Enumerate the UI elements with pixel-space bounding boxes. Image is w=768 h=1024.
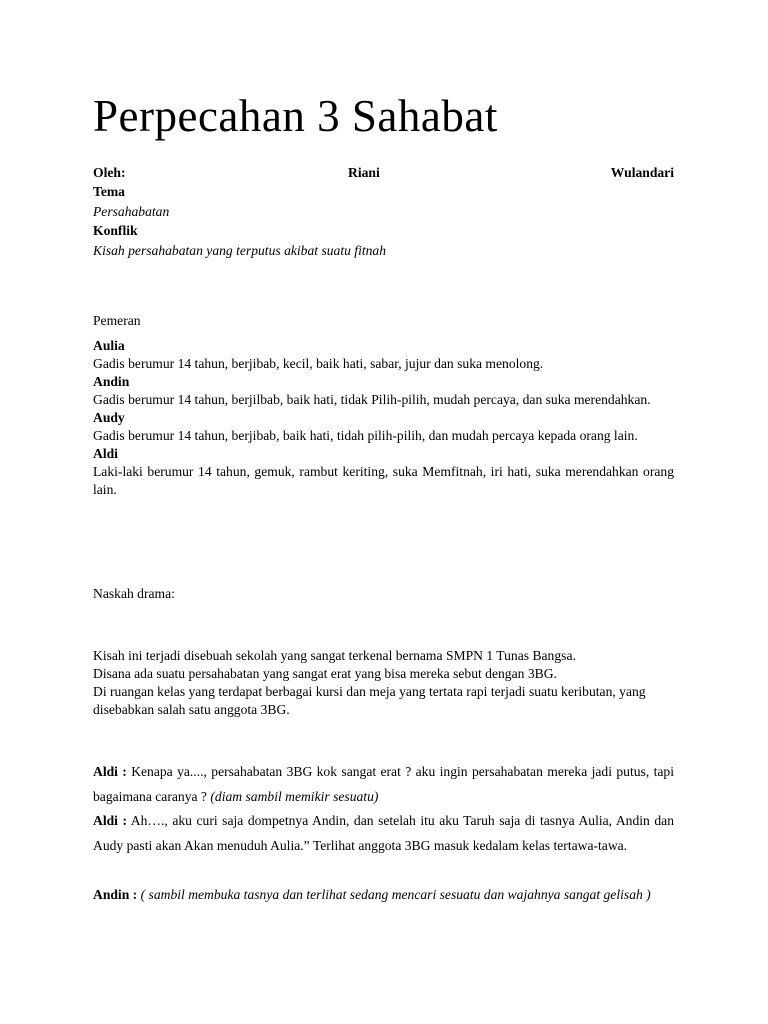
document-title: Perpecahan 3 Sahabat	[93, 91, 498, 141]
author-first-name: Riani	[348, 165, 380, 180]
dialog-text: Ah…., aku curi saja dompetnya Andin, dan setelah itu aku Taruh saja di tasnya Aulia, Andin dan Audy pasti akan Akan menuduh Aulia.” Terlihat anggota 3BG masuk kedalam kelas tertawa-tawa.	[93, 813, 674, 853]
intro-paragraph	[93, 647, 674, 719]
intro-line: Kisah ini terjadi disebuah sekolah yang sangat terkenal bernama SMPN 1 Tunas Bangsa.	[93, 648, 576, 663]
cast-item	[93, 409, 674, 445]
cast-description: Laki-laki berumur 14 tahun, gemuk, rambut keriting, suka Memfitnah, iri hati, suka merendahkan orang lain.	[93, 464, 674, 497]
dialog-speaker: Aldi :	[93, 764, 127, 779]
cast-item	[93, 337, 674, 373]
cast-item	[93, 445, 674, 499]
konflik-label: Konflik	[93, 223, 138, 238]
cast-description: Gadis berumur 14 tahun, berjibab, kecil, baik hati, sabar, jujur dan suka menolong.	[93, 356, 544, 371]
cast-name: Aldi	[93, 446, 118, 461]
cast-description: Gadis berumur 14 tahun, berjibab, baik hati, tidah pilih-pilih, dan mudah percaya kepada orang lain.	[93, 428, 638, 443]
dialog-speaker: Aldi :	[93, 813, 127, 828]
author-label: Oleh:	[93, 165, 126, 180]
dialog-stage-direction: ( sambil membuka tasnya dan terlihat sedang mencari sesuatu dan wajahnya sangat gelisah )	[140, 887, 651, 902]
dialog-text: Kenapa ya...., persahabatan 3BG kok sangat erat ? aku ingin persahabatan mereka jadi putus, tapi bagaimana caranya ?	[93, 764, 674, 804]
dialog-line	[93, 759, 674, 809]
dialog-line	[93, 808, 674, 858]
dialog-stage-direction: (diam sambil memikir sesuatu)	[210, 789, 379, 804]
pemeran-heading: Pemeran	[93, 313, 141, 328]
cast-name: Audy	[93, 410, 125, 425]
tema-value: Persahabatan	[93, 204, 170, 219]
intro-line: Di ruangan kelas yang terdapat berbagai kursi dan meja yang tertata rapi terjadi suatu keributan, yang disebabkan salah satu anggota 3BG.	[93, 684, 646, 717]
cast-item	[93, 373, 674, 409]
dialog-speaker: Andin :	[93, 887, 138, 902]
cast-list	[93, 337, 674, 499]
dialog-line	[93, 882, 674, 907]
konflik-value: Kisah persahabatan yang terputus akibat suatu fitnah	[93, 243, 387, 258]
cast-name: Andin	[93, 374, 130, 389]
naskah-heading: Naskah drama:	[93, 586, 175, 601]
cast-name: Aulia	[93, 338, 125, 353]
intro-line: Disana ada suatu persahabatan yang sangat erat yang bisa mereka sebut dengan 3BG.	[93, 666, 557, 681]
author-last-name: Wulandari	[610, 165, 674, 180]
tema-label: Tema	[93, 184, 125, 199]
cast-description: Gadis berumur 14 tahun, berjilbab, baik hati, tidak Pilih-pilih, mudah percaya, dan suka merendahkan.	[93, 392, 651, 407]
